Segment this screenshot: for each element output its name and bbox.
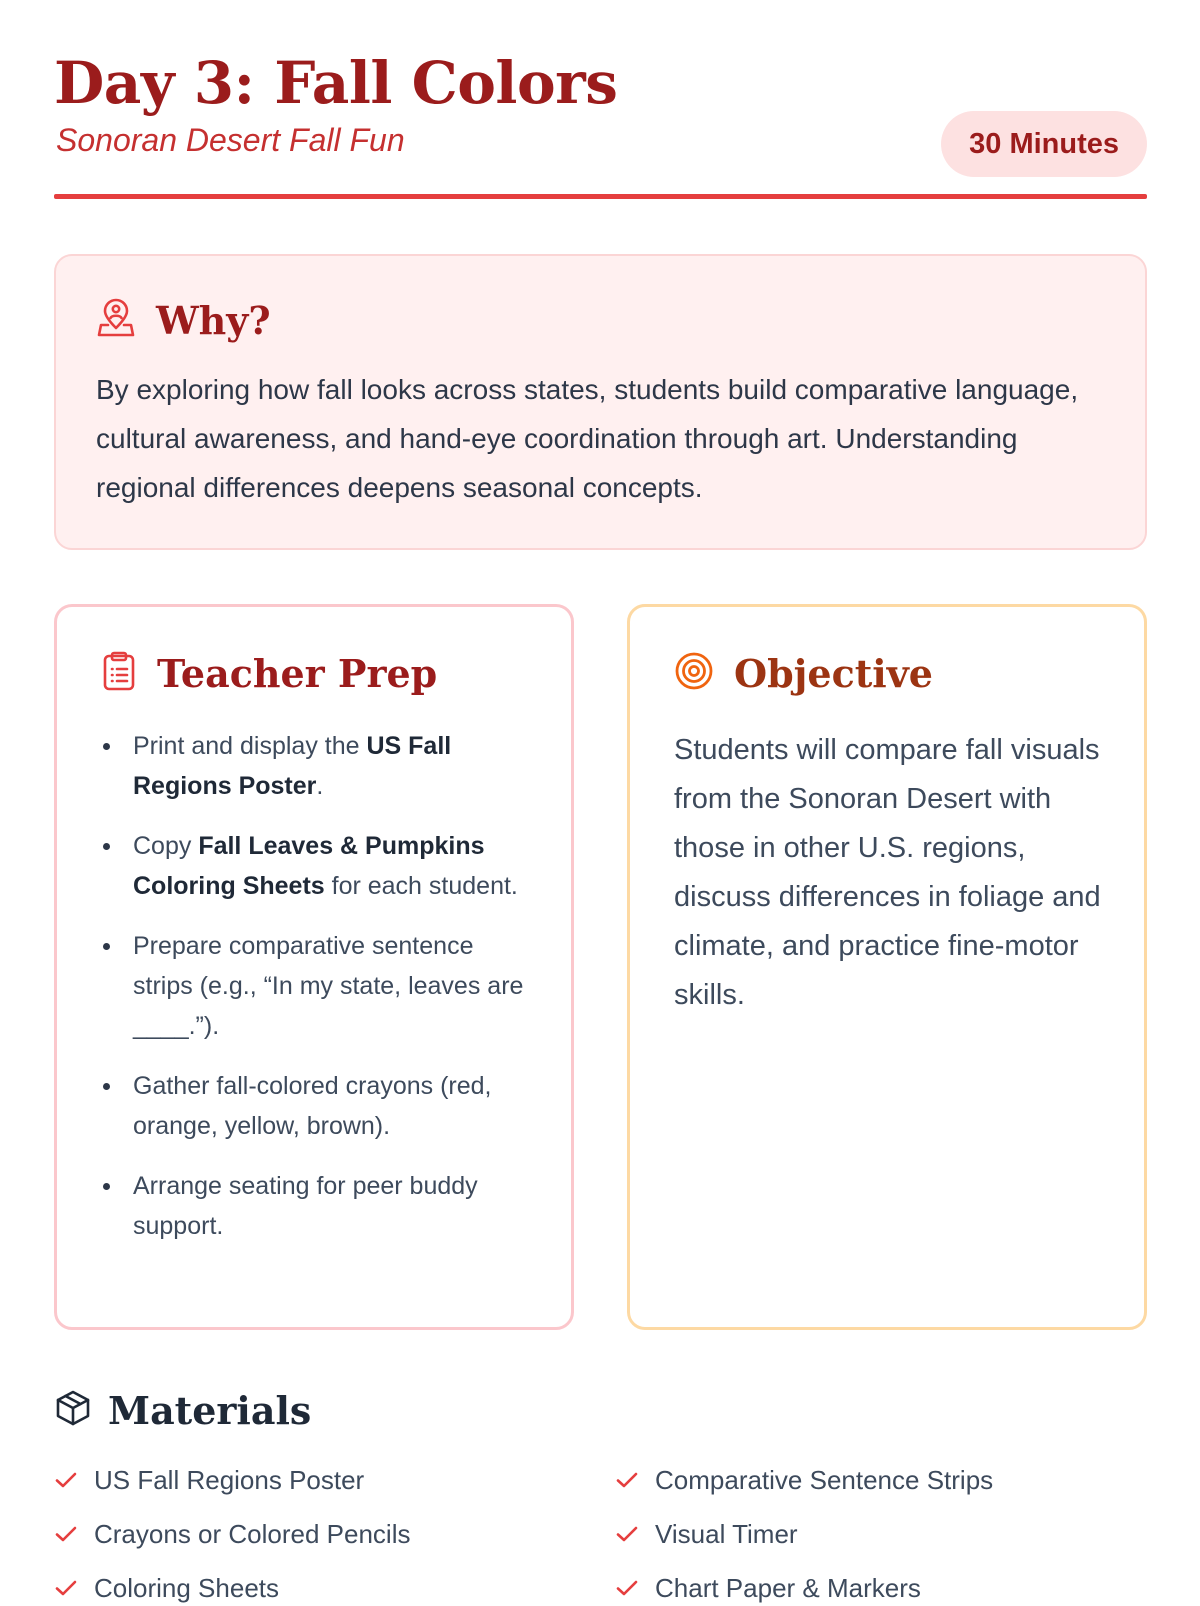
page-subtitle: Sonoran Desert Fall Fun — [56, 122, 405, 158]
materials-header — [54, 1388, 311, 1433]
list-item: Prepare comparative sentence strips (e.g., “In my state, leaves are ____.”). — [133, 926, 531, 1046]
teacher-prep-list — [101, 726, 531, 1246]
list-item: Gather fall-colored crayons (red, orange, yellow, brown). — [133, 1066, 531, 1146]
materials-list — [54, 1462, 1147, 1606]
check-icon — [615, 1576, 639, 1600]
check-icon — [615, 1468, 639, 1492]
why-body: By exploring how fall looks across states, students build comparative language, cultural awareness, and hand-eye coordination through art. Understanding regional differences deepens seasonal concepts. — [96, 374, 1079, 503]
duration-badge: 30 Minutes — [941, 111, 1147, 177]
list-item — [54, 1516, 615, 1552]
material-label: Visual Timer — [655, 1519, 798, 1549]
map-pin-person-icon — [96, 298, 136, 343]
list-item — [54, 1570, 615, 1606]
list-item: Arrange seating for peer buddy support. — [133, 1166, 531, 1246]
material-label: Comparative Sentence Strips — [655, 1465, 994, 1495]
material-label: US Fall Regions Poster — [94, 1465, 365, 1495]
teacher-prep-heading: Teacher Prep — [157, 651, 438, 696]
why-card — [54, 254, 1147, 550]
package-icon — [54, 1389, 92, 1432]
objective-card — [627, 604, 1147, 1330]
clipboard-list-icon — [101, 651, 137, 696]
why-heading: Why? — [156, 298, 271, 343]
list-item: Copy Fall Leaves & Pumpkins Coloring Sheets for each student. — [133, 826, 531, 906]
teacher-prep-header — [101, 651, 531, 696]
materials-heading: Materials — [108, 1388, 312, 1433]
check-icon — [54, 1522, 78, 1546]
page-title: Day 3: Fall Colors — [54, 49, 618, 117]
objective-header — [674, 651, 1104, 696]
material-label: Crayons or Colored Pencils — [94, 1519, 411, 1549]
why-card-header — [96, 298, 1105, 343]
list-item — [54, 1462, 615, 1498]
material-label: Coloring Sheets — [94, 1573, 279, 1603]
list-item — [615, 1462, 1147, 1498]
list-item — [615, 1516, 1147, 1552]
list-item: Print and display the US Fall Regions Poster. — [133, 726, 531, 806]
objective-body: Students will compare fall visuals from the Sonoran Desert with those in other U.S. regions, discuss differences in foliage and climate, and practice fine-motor skills. — [674, 734, 1101, 1011]
teacher-prep-card — [54, 604, 574, 1330]
material-label: Chart Paper & Markers — [655, 1573, 921, 1603]
objective-heading: Objective — [734, 651, 933, 696]
check-icon — [54, 1576, 78, 1600]
check-icon — [54, 1468, 78, 1492]
list-item — [615, 1570, 1147, 1606]
check-icon — [615, 1522, 639, 1546]
target-icon — [674, 651, 714, 696]
header-divider — [54, 194, 1147, 199]
